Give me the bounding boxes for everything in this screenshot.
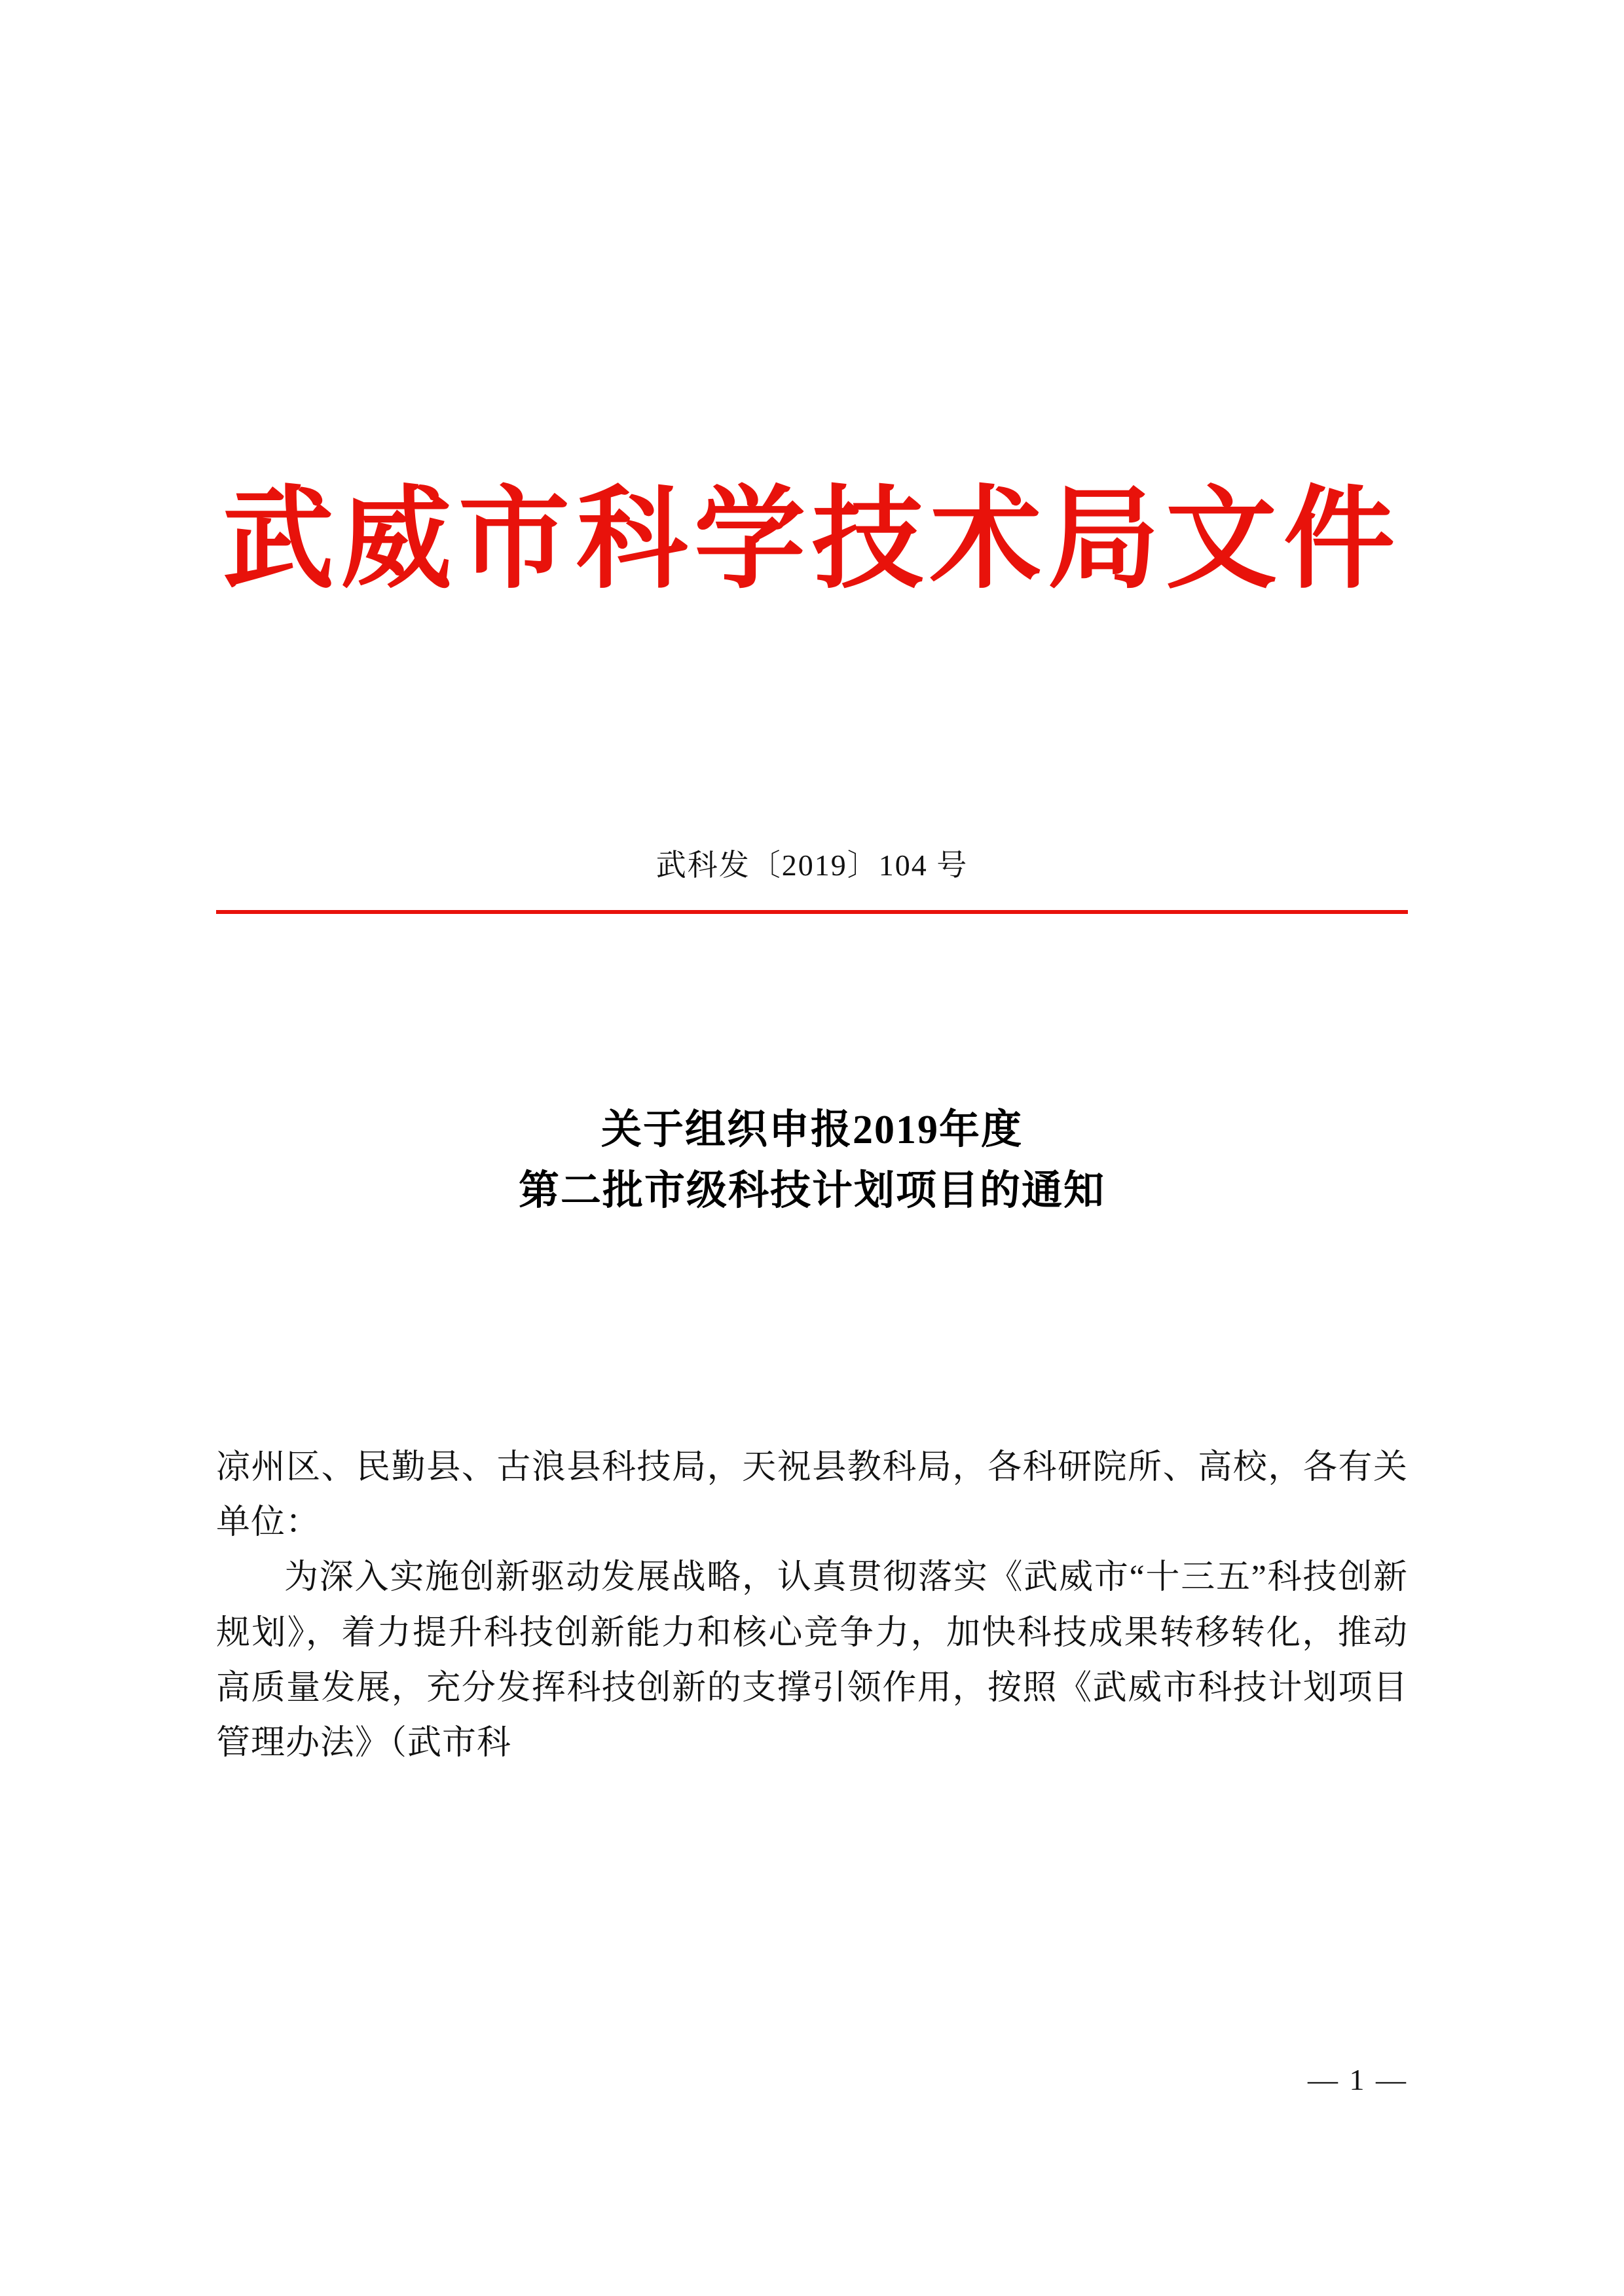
document-content-area <box>216 0 1408 2296</box>
recipient-paragraph: 凉州区、民勤县、古浪县科技局，天祝县教科局，各科研院所、高校，各有关单位： <box>216 1449 1408 1542</box>
document-masthead-title: 武威市科学技术局文件 <box>222 479 1401 602</box>
document-number: 武科发〔2019〕104 号 <box>655 848 969 882</box>
document-title-line-2: 第二批市级科技计划项目的通知 <box>518 1169 1105 1213</box>
document-body <box>216 1440 1408 1771</box>
document-title <box>216 1100 1408 1222</box>
red-divider-rule <box>216 910 1408 914</box>
body-paragraph-1: 为深入实施创新驱动发展战略，认真贯彻落实《武威市“十三五”科技创新规划》，着力提升科技创新能力和核心竞争力，加快科技成果转移转化，推动高质量发展，充分发挥科技创新的支撑引领作用，按照《武威市科技计划项目管理办法》（武市科 <box>216 1559 1408 1762</box>
document-title-line-1: 关于组织申报2019年度 <box>600 1108 1023 1152</box>
page-number: — 1 — <box>1308 2063 1408 2096</box>
